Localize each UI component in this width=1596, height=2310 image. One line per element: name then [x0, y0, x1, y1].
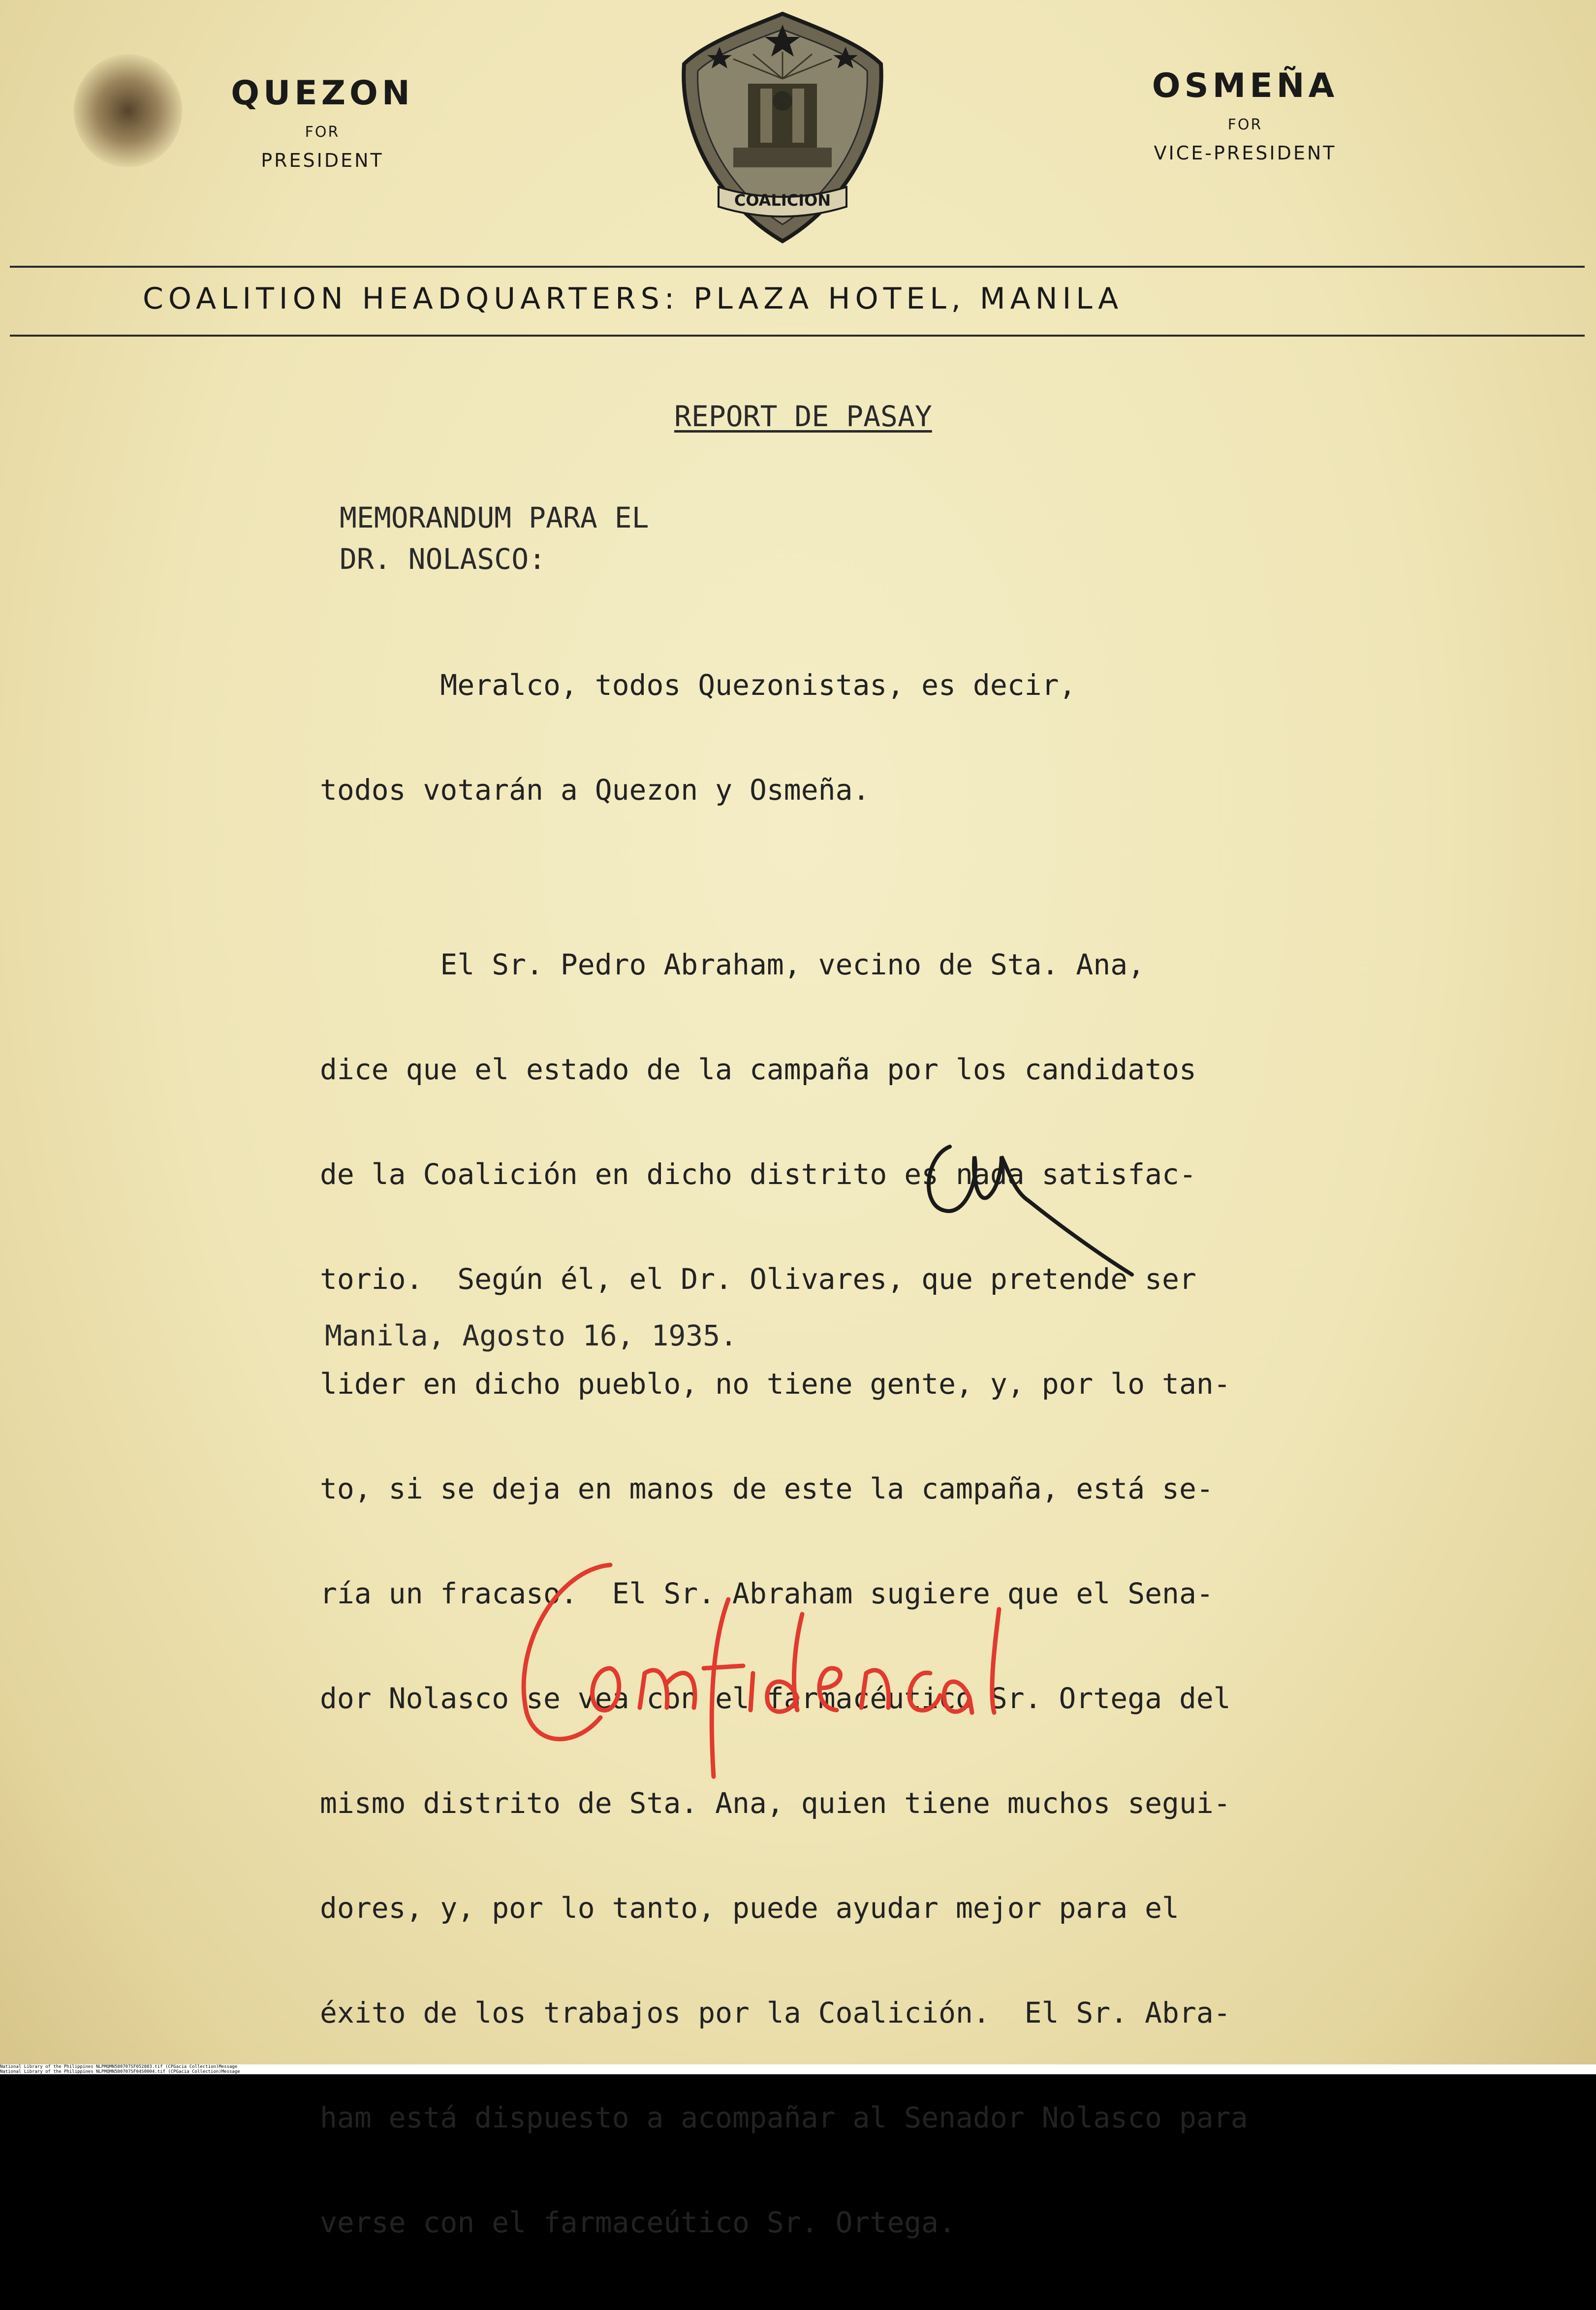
- coalicion-shield-emblem: [674, 10, 891, 246]
- role-president: PRESIDENT: [261, 150, 384, 171]
- body-line: de la Coalición en dicho distrito es nada satisfac-: [320, 1157, 1196, 1191]
- candidate-name-osmena: OSMEÑA: [1152, 66, 1339, 105]
- letterhead-rule-bottom: [10, 335, 1585, 337]
- letterhead-for-label: FOR: [305, 124, 340, 141]
- document-title: REPORT DE PASAY: [674, 400, 932, 433]
- body-line: todos votarán a Quezon y Osmeña.: [320, 773, 870, 807]
- footer-line: National Library of the Philippines NLPMQMN580707SF052083.tif (CPGacia Collection)Message: [0, 2064, 238, 2069]
- candidate-name-quezon: QUEZON: [231, 74, 414, 113]
- body-line: to, si se deja en manos de este la campaña, está se-: [320, 1472, 1214, 1505]
- letterhead-left: [212, 74, 433, 171]
- body-line: El Sr. Pedro Abraham, vecino de Sta. Ana,: [320, 948, 1145, 981]
- document-date: Manila, Agosto 16, 1935.: [325, 1319, 738, 1352]
- handwritten-confidential-mark: [497, 1550, 1137, 1806]
- letterhead-rule-top: [10, 266, 1585, 268]
- memo-body: [320, 598, 1248, 2310]
- footer-line: National Library of the Philippines NLPMQMN580707SF04S0004.tif (CPGacia Collection)Message: [0, 2069, 240, 2074]
- body-line: dice que el estado de la campaña por los candidatos: [320, 1053, 1196, 1086]
- body-line: mismo distrito de Sta. Ana, quien tiene muchos segui-: [320, 1786, 1231, 1820]
- body-line: Meralco, todos Quezonistas, es decir,: [320, 668, 1076, 702]
- memo-line: DR. NOLASCO:: [340, 542, 546, 576]
- body-line: dor Nolasco se vea con el farmacéutico Sr. Ortega del: [320, 1682, 1231, 1715]
- body-line: ría un fracaso. El Sr. Abraham sugiere que el Sena-: [320, 1577, 1214, 1610]
- body-line: dores, y, por lo tanto, puede ayudar mejor para el: [320, 1891, 1179, 1925]
- handwritten-initial-signature: [915, 1137, 1142, 1299]
- letterhead-right: [1117, 66, 1373, 164]
- ink-stain: [74, 54, 182, 167]
- memo-line: MEMORANDUM PARA EL: [340, 501, 649, 534]
- body-line: ham está dispuesto a acompañar al Senador Nolasco para: [320, 2101, 1248, 2134]
- body-line: éxito de los trabajos por la Coalición. El Sr. Abra-: [320, 1996, 1231, 2029]
- letterhead-for-label: FOR: [1227, 116, 1263, 133]
- headquarters-address: COALITION HEADQUARTERS: PLAZA HOTEL, MANILA: [143, 281, 1124, 316]
- body-line: verse con el farmaceútico Sr. Ortega.: [320, 2206, 956, 2239]
- body-line: torio. Según él, el Dr. Olivares, que pretende ser: [320, 1262, 1196, 1296]
- memo-addressee: [340, 497, 649, 580]
- body-line: lider en dicho pueblo, no tiene gente, y, por lo tan-: [320, 1367, 1231, 1401]
- emblem-label: COALICION: [734, 191, 831, 210]
- role-vice-president: VICE-PRESIDENT: [1154, 142, 1337, 164]
- scan-footer: [0, 2064, 1596, 2074]
